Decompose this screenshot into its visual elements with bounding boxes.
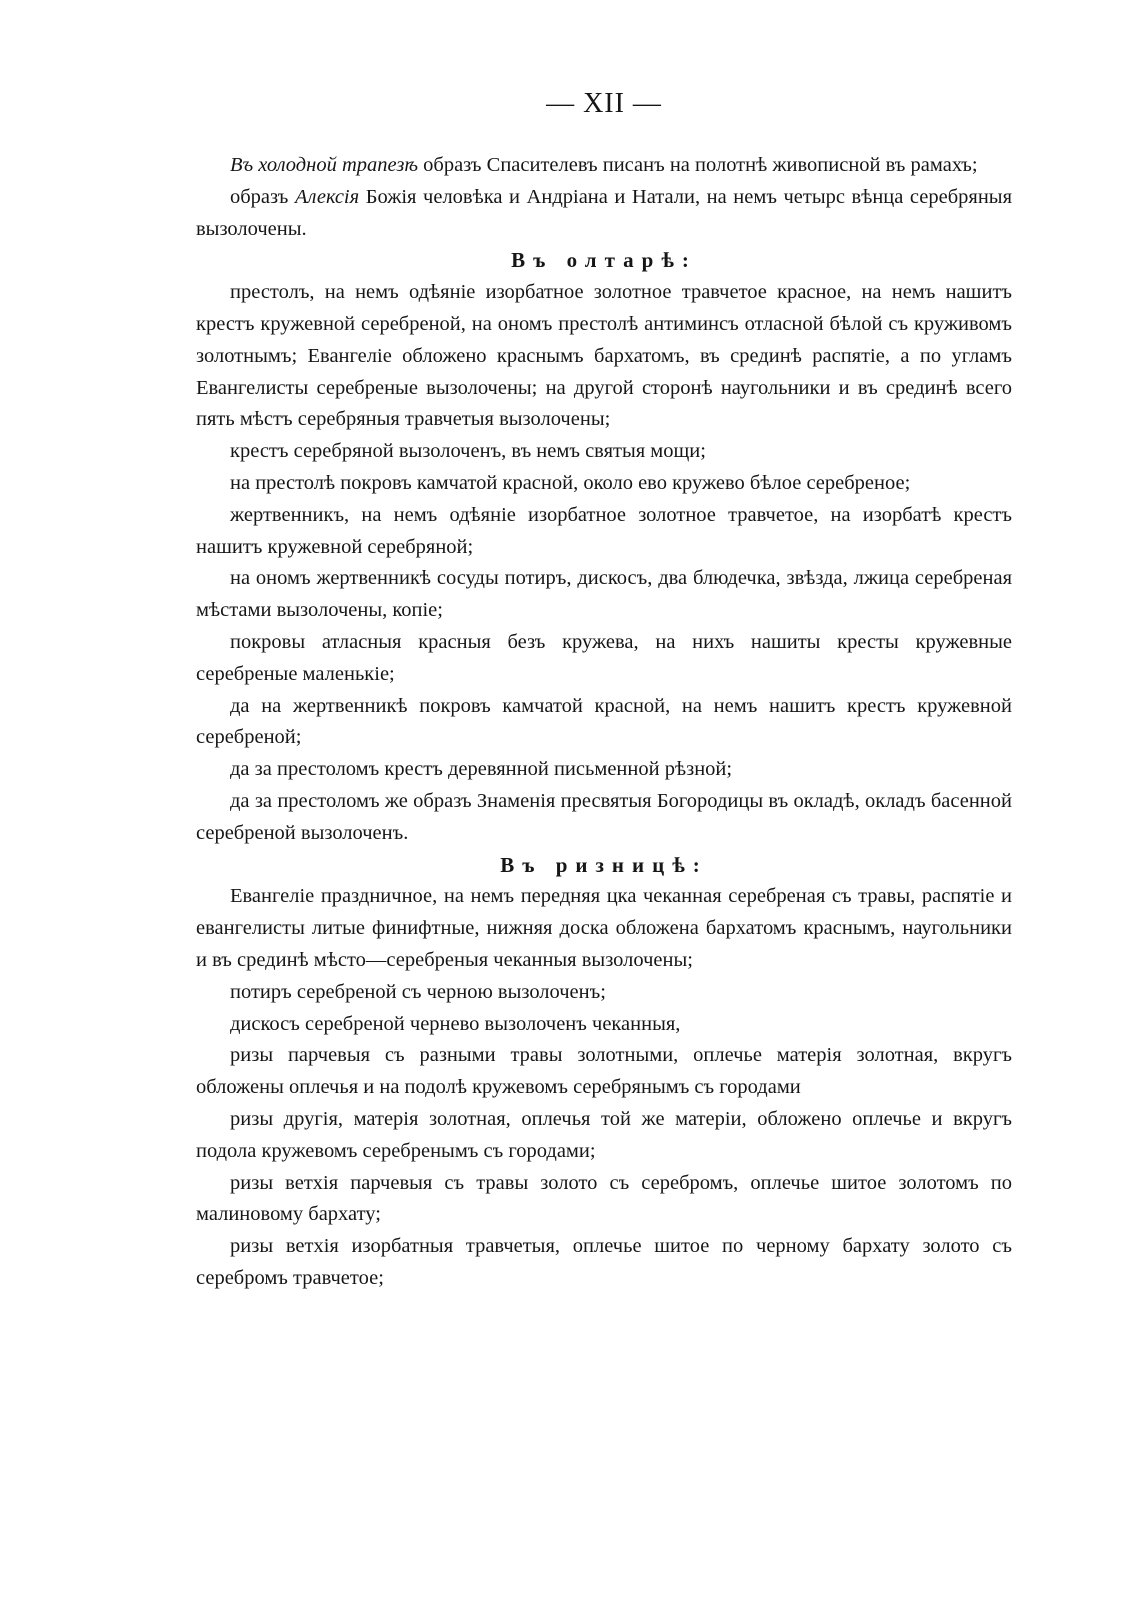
text-run: крестъ серебряной вызолоченъ, въ немъ святыя мощи; <box>230 440 706 463</box>
section-heading: Въ олтарѣ: <box>511 248 697 273</box>
paragraph <box>196 1104 1012 1168</box>
paragraph <box>196 468 1012 500</box>
paragraph <box>196 881 1012 976</box>
italic-text: Въ холодной трапезѣ <box>230 154 419 176</box>
page-number: — XII — <box>546 88 662 119</box>
paragraph <box>196 977 1012 1009</box>
text-run: да за престоломъ крестъ деревянной письменной рѣзной; <box>230 758 733 781</box>
paragraph <box>196 1231 1012 1295</box>
paragraph <box>196 436 1012 468</box>
text-run: да на жертвенникѣ покровъ камчатой красной, на немъ нашитъ крестъ кружевной серебреной; <box>196 694 1012 749</box>
text-run: ризы парчевыя съ разными травы золотными, оплечье матерія золотная, вкругъ обложены оплечья и на подолѣ кружевомъ серебрянымъ съ городами <box>196 1044 1012 1099</box>
text-run: покровы атласныя красныя безъ кружева, на нихъ нашиты кресты кружевные серебреные маленькіе; <box>196 630 1012 685</box>
text-run: ризы ветхія парчевыя съ травы золото съ серебромъ, оплечье шитое золотомъ по малиновому бархату; <box>196 1171 1012 1226</box>
text-run: образъ <box>230 185 295 208</box>
text-run: Божія человѣка и Андріана и Натали, на немъ четырс вѣнца серебряныя вызолочены. <box>196 185 1012 240</box>
paragraph <box>196 691 1012 755</box>
paragraph <box>196 1040 1012 1104</box>
section-heading: Въ ризницѣ: <box>500 852 708 877</box>
paragraph <box>196 1168 1012 1232</box>
paragraph <box>196 1009 1012 1041</box>
paragraph <box>196 277 1012 436</box>
paragraph <box>196 754 1012 786</box>
text-run: ризы другія, матерія золотная, оплечья той же матеріи, обложено оплечье и вкругъ подола кружевомъ серебренымъ съ городами; <box>196 1107 1012 1162</box>
italic-text: Алексія <box>294 185 360 208</box>
page <box>196 80 1012 1295</box>
text-run: да за престоломъ же образъ Знаменія пресвятыя Богородицы въ окладѣ, окладъ басенной серебреной вызолоченъ. <box>196 789 1012 844</box>
page-body <box>196 150 1012 1295</box>
text-run: жертвенникъ, на немъ одѣяніе изорбатное золотное травчетое, на изорбатѣ крестъ нашитъ кружевной серебряной; <box>196 503 1012 558</box>
paragraph <box>196 150 1012 182</box>
text-run: на ономъ жертвенникѣ сосуды потиръ, дискосъ, два блюдечка, звѣзда, лжица серебреная мѣстами вызолочены, копіе; <box>196 567 1012 622</box>
paragraph <box>196 182 1012 246</box>
text-run: образъ Спасителевъ писанъ на полотнѣ живописной въ рамахъ; <box>418 154 978 176</box>
paragraph <box>196 627 1012 691</box>
text-run: дискосъ серебреной чернево вызолоченъ чеканныя, <box>230 1012 681 1035</box>
text-run: ризы ветхія изорбатныя травчетыя, оплечье шитое по черному бархату золото съ серебромъ травчетое; <box>196 1235 1012 1289</box>
text-run: потиръ серебреной съ черною вызолоченъ; <box>230 980 606 1003</box>
paragraph <box>196 563 1012 627</box>
paragraph <box>196 786 1012 850</box>
text-run: на престолѣ покровъ камчатой красной, около ево кружево бѣлое серебреное; <box>230 471 911 494</box>
text-run: Евангеліе праздничное, на немъ передняя цка чеканная серебреная съ травы, распятіе и евангелисты литые финифтные, нижняя доска обложена бархатомъ краснымъ, наугольники и въ срединѣ мѣсто—серебреныя чеканныя вызолочены; <box>196 885 1012 971</box>
text-run: престолъ, на немъ одѣяніе изорбатное золотное травчетое красное, на немъ нашитъ крестъ кружевной серебреной, на ономъ престолѣ антиминсъ отласной бѣлой съ круживомъ золотнымъ; Евангеліе обложено краснымъ бархатомъ, въ срединѣ распятіе, а по угламъ Евангелисты серебреные вызолочены; на другой сторонѣ наугольники и въ срединѣ всего пять мѣстъ серебряныя травчетыя вызолочены; <box>196 281 1012 431</box>
paragraph <box>196 500 1012 564</box>
